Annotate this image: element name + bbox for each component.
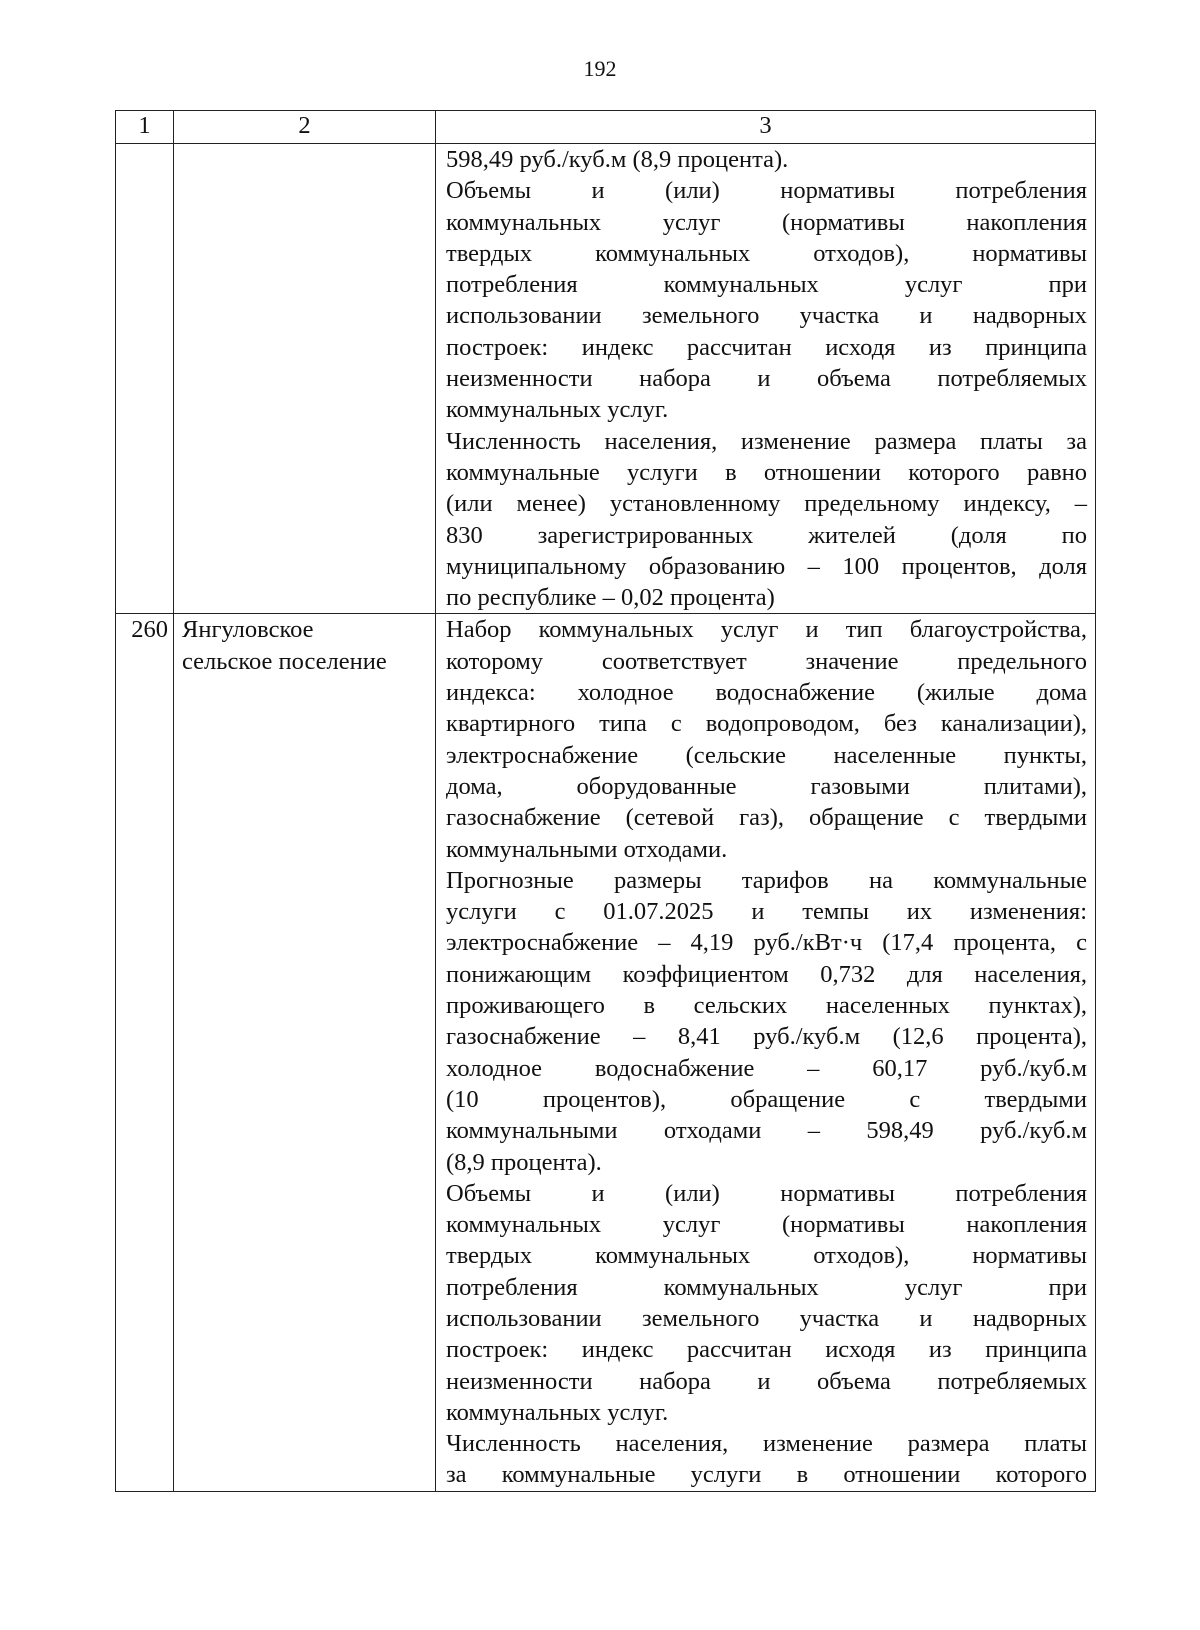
description-paragraph: [446, 175, 1087, 425]
description-line: Объемы и (или) нормативы потребления: [446, 1179, 1087, 1207]
header-cell-1: 1: [116, 111, 174, 144]
municipality-name: [174, 144, 436, 614]
row-description: [436, 614, 1096, 1491]
description-line: холодное водоснабжение – 60,17 руб./куб.м: [446, 1054, 1087, 1082]
description-paragraph: [446, 865, 1087, 1178]
description-line: муниципальному образованию – 100 процентов, доля: [446, 552, 1087, 580]
description-line: 598,49 руб./куб.м (8,9 процента).: [446, 146, 789, 173]
description-line: коммунальными отходами.: [446, 835, 728, 863]
description-line: понижающим коэффициентом 0,732 для населения,: [446, 960, 1087, 988]
description-line: построек: индекс рассчитан исходя из принципа: [446, 333, 1087, 361]
row-number: [116, 144, 174, 614]
description-line: Набор коммунальных услуг и тип благоустройства,: [446, 616, 1087, 644]
description-line: электроснабжение – 4,19 руб./кВт·ч (17,4 процента, с: [446, 929, 1087, 957]
table-row: [116, 144, 1096, 614]
description-line: потребления коммунальных услуг при: [446, 271, 1087, 299]
description-line: построек: индекс рассчитан исходя из принципа: [446, 1336, 1087, 1364]
description-line: неизменности набора и объема потребляемых: [446, 365, 1087, 393]
row-number: 260: [116, 614, 174, 1491]
description-line: коммунальных услуг.: [446, 1398, 669, 1426]
row-description: [436, 144, 1096, 614]
description-line: квартирного типа с водопроводом, без канализации),: [446, 710, 1087, 738]
description-line: (10 процентов), обращение с твердыми: [446, 1085, 1087, 1113]
description-paragraph: [446, 1428, 1087, 1491]
description-line: электроснабжение (сельские населенные пункты,: [446, 741, 1087, 769]
municipality-name: [174, 614, 436, 1491]
description-line: коммунальными отходами – 598,49 руб./куб.м: [446, 1117, 1087, 1145]
description-line: индекса: холодное водоснабжение (жилые дома: [446, 679, 1087, 707]
description-line: за коммунальные услуги в отношении которого: [446, 1461, 1087, 1489]
description-line: потребления коммунальных услуг при: [446, 1273, 1087, 1301]
description-line: коммунальных услуг (нормативы накопления: [446, 208, 1087, 236]
description-line: Прогнозные размеры тарифов на коммунальные: [446, 866, 1087, 894]
description-line: которому соответствует значение предельного: [446, 647, 1087, 675]
header-cell-3: 3: [436, 111, 1096, 144]
description-line: твердых коммунальных отходов), нормативы: [446, 239, 1087, 267]
description-line: Численность населения, изменение размера платы за: [446, 427, 1087, 455]
description-line: газоснабжение – 8,41 руб./куб.м (12,6 процента),: [446, 1023, 1087, 1051]
description-line: Объемы и (или) нормативы потребления: [446, 177, 1087, 205]
municipality-name-line: сельское поселение: [182, 647, 387, 675]
description-line: (или менее) установленному предельному индексу, –: [446, 490, 1087, 518]
description-paragraph: [446, 614, 1087, 864]
description-line: газоснабжение (сетевой газ), обращение с твердыми: [446, 804, 1087, 832]
description-paragraph: [446, 426, 1087, 614]
description-line: по республике – 0,02 процента): [446, 584, 775, 612]
table-header-row: [116, 111, 1096, 144]
description-line: использовании земельного участка и надворных: [446, 1304, 1087, 1332]
description-line: коммунальных услуг (нормативы накопления: [446, 1211, 1087, 1239]
description-line: (8,9 процента).: [446, 1148, 602, 1176]
municipality-name-line: Янгуловское: [182, 616, 314, 644]
page-number: 192: [583, 56, 617, 81]
description-line: проживающего в сельских населенных пунктах),: [446, 992, 1087, 1020]
description-line: 830 зарегистрированных жителей (доля по: [446, 521, 1087, 549]
description-line: коммунальные услуги в отношении которого равно: [446, 458, 1087, 486]
description-line: услуги с 01.07.2025 и темпы их изменения:: [446, 898, 1087, 926]
description-paragraph: [446, 144, 1087, 175]
description-line: использовании земельного участка и надворных: [446, 302, 1087, 330]
tariff-table: [115, 110, 1096, 1492]
header-cell-2: 2: [174, 111, 436, 144]
description-line: Численность населения, изменение размера платы: [446, 1430, 1087, 1458]
description-paragraph: [446, 1178, 1087, 1428]
description-line: твердых коммунальных отходов), нормативы: [446, 1242, 1087, 1270]
description-line: неизменности набора и объема потребляемых: [446, 1367, 1087, 1395]
description-line: коммунальных услуг.: [446, 396, 669, 424]
description-line: дома, оборудованные газовыми плитами),: [446, 772, 1087, 800]
table-row: [116, 614, 1096, 1491]
